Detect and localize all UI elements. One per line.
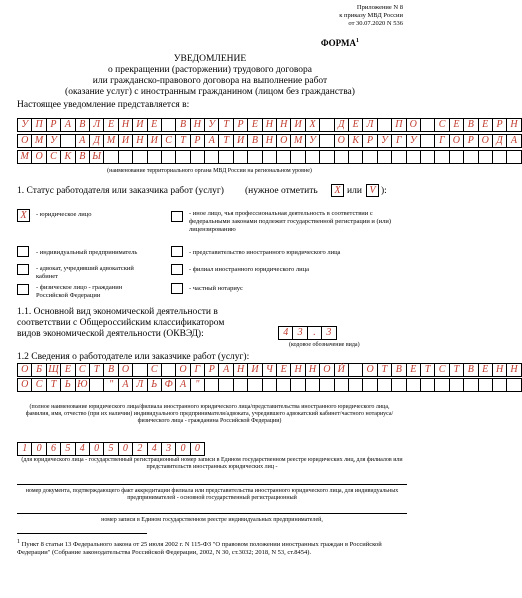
authority-cell[interactable]: В xyxy=(75,118,90,132)
authority-cell[interactable] xyxy=(190,150,205,164)
authority-cell[interactable]: О xyxy=(406,118,421,132)
name-cell[interactable]: " xyxy=(103,378,118,392)
title-line-1: УВЕДОМЛЕНИЕ xyxy=(173,54,247,64)
name-cell[interactable]: Н xyxy=(305,363,320,377)
checkbox-private-person[interactable] xyxy=(17,284,29,295)
checkbox-representative-office[interactable] xyxy=(171,246,183,257)
authority-cell[interactable]: И xyxy=(290,118,305,132)
ogrn-cell[interactable]: 0 xyxy=(31,442,46,456)
ogrn-cell[interactable]: 0 xyxy=(175,442,190,456)
authority-cell[interactable] xyxy=(175,150,190,164)
name-cell[interactable]: А xyxy=(118,378,133,392)
authority-cell[interactable] xyxy=(406,150,421,164)
name-cell[interactable]: Е xyxy=(478,363,493,377)
name-cell[interactable]: Р xyxy=(204,363,219,377)
document-title xyxy=(40,54,380,98)
authority-cell[interactable]: Р xyxy=(190,134,205,148)
okved-cell[interactable]: 4 xyxy=(278,326,293,340)
name-cell[interactable]: Г xyxy=(190,363,205,377)
authority-cell[interactable]: П xyxy=(391,118,406,132)
checkbox-lawyer[interactable] xyxy=(17,264,29,275)
authority-cell[interactable]: Х xyxy=(305,118,320,132)
authority-cell[interactable]: Н xyxy=(190,118,205,132)
footnote xyxy=(17,538,405,557)
title-line-3: или гражданско-правового договора на выполнение работ xyxy=(92,76,328,86)
option-notary-label: - частный нотариус xyxy=(189,285,243,292)
footnote-mark: 1 xyxy=(17,539,20,545)
appendix-line-1: Приложение N 8 xyxy=(356,4,403,11)
name-cell[interactable]: Ф xyxy=(161,378,176,392)
authority-cell[interactable]: Д xyxy=(334,118,349,132)
authority-cell[interactable]: К xyxy=(348,134,363,148)
authority-cell[interactable]: Р xyxy=(463,134,478,148)
name-cell[interactable]: С xyxy=(31,378,46,392)
name-cell[interactable]: Т xyxy=(46,378,61,392)
authority-cell[interactable] xyxy=(276,150,291,164)
name-cell[interactable] xyxy=(506,378,521,392)
authority-cell[interactable]: М xyxy=(17,150,32,164)
ogrn-caption: (для юридического лица - государственный регистрационный номер записи в Едином государственном реестре юридических лиц, для филиалов или представительств иностранных юридических лиц - xyxy=(21,457,403,470)
authority-cell[interactable] xyxy=(478,150,493,164)
option-foreign-branch-label: - филиал иностранного юридического лица xyxy=(189,266,310,273)
authority-cell[interactable] xyxy=(262,150,277,164)
authority-cell[interactable] xyxy=(204,150,219,164)
ogrn-cell[interactable]: 1 xyxy=(17,442,32,456)
authority-cell[interactable] xyxy=(305,150,320,164)
authority-cell[interactable]: Е xyxy=(247,118,262,132)
authority-cell[interactable]: О xyxy=(478,134,493,148)
name-cell[interactable]: Н xyxy=(233,363,248,377)
option-representative-office-label: - представительство иностранного юридического лица xyxy=(189,249,341,256)
authority-cell[interactable]: Н xyxy=(118,118,133,132)
authority-cell[interactable] xyxy=(420,118,435,132)
checkbox-legal-entity[interactable]: X xyxy=(17,209,30,222)
grid-row xyxy=(17,378,521,392)
authority-cell[interactable] xyxy=(334,150,349,164)
authority-cell[interactable] xyxy=(348,150,363,164)
option-other-person-label: - иное лицо, чья профессиональная деятельность в соответствии с федеральными законами подлежит государственной регистрации и (или) лицензированию xyxy=(189,210,392,233)
name-cell[interactable]: О xyxy=(17,363,32,377)
section11-text: 1.1. Основной вид экономической деятельности в соответствии с Общероссийским классификатором видов экономической деятельности (ОКВЭД): xyxy=(17,307,225,339)
name-cell[interactable] xyxy=(276,378,291,392)
name-cell[interactable]: " xyxy=(190,378,205,392)
title-line-4: (оказание услуг) с иностранным гражданином (лицом без гражданства) xyxy=(65,87,355,97)
ogrn-cell[interactable]: 4 xyxy=(147,442,162,456)
appendix-line-2: к приказу МВД России xyxy=(339,12,403,19)
name-cell[interactable] xyxy=(377,378,392,392)
authority-cell[interactable]: И xyxy=(118,134,133,148)
name-cell[interactable]: О xyxy=(319,363,334,377)
name-cell[interactable]: Н xyxy=(290,363,305,377)
name-cell[interactable] xyxy=(492,378,507,392)
authority-cell[interactable]: О xyxy=(31,150,46,164)
authority-cell[interactable] xyxy=(290,150,305,164)
name-cell[interactable]: Т xyxy=(377,363,392,377)
name-cell[interactable]: Н xyxy=(492,363,507,377)
ogrn-cell[interactable]: 3 xyxy=(161,442,176,456)
authority-cell[interactable]: Р xyxy=(362,134,377,148)
authority-cell[interactable] xyxy=(362,150,377,164)
authority-cell[interactable]: У xyxy=(17,118,32,132)
name-cell[interactable]: Ч xyxy=(262,363,277,377)
authority-cell[interactable]: А xyxy=(506,134,521,148)
authority-cell[interactable] xyxy=(103,150,118,164)
authority-cell[interactable]: Т xyxy=(218,134,233,148)
name-cell[interactable]: О xyxy=(175,363,190,377)
name-cell[interactable] xyxy=(348,363,363,377)
mark-note-suffix: ): xyxy=(381,186,387,196)
name-cell[interactable]: Й xyxy=(334,363,349,377)
authority-cell[interactable] xyxy=(60,134,75,148)
name-cell[interactable]: Б xyxy=(31,363,46,377)
checkbox-individual-entrepreneur[interactable] xyxy=(17,246,29,257)
authority-cell[interactable]: М xyxy=(31,134,46,148)
mark-or: или xyxy=(347,186,362,196)
authority-cell[interactable]: Р xyxy=(233,118,248,132)
authority-cell[interactable]: И xyxy=(132,118,147,132)
name-cell[interactable]: Е xyxy=(406,363,421,377)
authority-cell[interactable]: О xyxy=(334,134,349,148)
authority-cell[interactable] xyxy=(319,134,334,148)
name-cell[interactable]: С xyxy=(434,363,449,377)
mark-note: (нужное отметить xyxy=(245,186,318,196)
divider-line xyxy=(17,484,407,485)
authority-cell[interactable]: Г xyxy=(434,134,449,148)
authority-cell[interactable]: В xyxy=(247,134,262,148)
ogrn-cell[interactable]: 2 xyxy=(132,442,147,456)
authority-cell[interactable]: С xyxy=(161,134,176,148)
okved-cell[interactable]: . xyxy=(307,326,322,340)
name-cell[interactable] xyxy=(434,378,449,392)
name-cell[interactable] xyxy=(319,378,334,392)
form-label: ФОРМА$^1$ xyxy=(320,38,359,48)
authority-cell[interactable]: Н xyxy=(262,118,277,132)
ogrn-cell[interactable]: 5 xyxy=(103,442,118,456)
authority-cell[interactable] xyxy=(233,150,248,164)
okved-cell[interactable]: 3 xyxy=(292,326,307,340)
footnote-text: Пункт 8 статьи 13 Федерального закона от 25 июля 2002 г. N 115-ФЗ "О правовом положении иностранных граждан в Российской Федерации" (Собрание законодательства Российской Федерации, 2002, N 30, ст.3032; 2018, N 53, ст.8454). xyxy=(17,541,382,557)
authority-cell[interactable] xyxy=(420,134,435,148)
authority-cell[interactable]: К xyxy=(60,150,75,164)
authority-cell[interactable] xyxy=(434,150,449,164)
ogrn-caption-2: номер документа, подтверждающего факт аккредитации филиала или представительства иностранного юридического лица, для индивидуальных предпринимателей - основной государственный регистрационный xyxy=(25,488,399,501)
authority-cell[interactable]: Ы xyxy=(89,150,104,164)
authority-cell[interactable]: Н xyxy=(132,134,147,148)
name-cell[interactable] xyxy=(262,378,277,392)
name-cell[interactable] xyxy=(362,378,377,392)
checkbox-other-person[interactable] xyxy=(171,211,183,222)
authority-cell[interactable]: Е xyxy=(348,118,363,132)
authority-cell[interactable] xyxy=(132,150,147,164)
ogrn-cell[interactable]: 0 xyxy=(89,442,104,456)
name-cell[interactable]: В xyxy=(103,363,118,377)
name-cell[interactable] xyxy=(290,378,305,392)
authority-cell[interactable]: У xyxy=(46,134,61,148)
name-cell[interactable] xyxy=(449,378,464,392)
authority-cell[interactable] xyxy=(247,150,262,164)
name-cell[interactable] xyxy=(406,378,421,392)
name-cell[interactable]: И xyxy=(247,363,262,377)
authority-cell[interactable]: В xyxy=(75,150,90,164)
section1-title: 1. Статус работодателя или заказчика работ (услуг) xyxy=(17,186,224,196)
authority-cell[interactable]: В xyxy=(175,118,190,132)
name-cell[interactable] xyxy=(132,363,147,377)
authority-cell[interactable]: И xyxy=(147,134,162,148)
ogrn-cell[interactable]: 6 xyxy=(46,442,61,456)
authority-cell[interactable]: М xyxy=(103,134,118,148)
authority-cell[interactable]: А xyxy=(75,134,90,148)
ogrn-cell[interactable]: 0 xyxy=(118,442,133,456)
authority-cell[interactable]: Н xyxy=(506,118,521,132)
authority-cell[interactable] xyxy=(161,118,176,132)
authority-cell[interactable]: Н xyxy=(262,134,277,148)
name-cell[interactable] xyxy=(334,378,349,392)
authority-cell[interactable]: Д xyxy=(89,134,104,148)
authority-cell[interactable]: А xyxy=(204,134,219,148)
authority-cell[interactable]: А xyxy=(60,118,75,132)
authority-cell[interactable]: Г xyxy=(391,134,406,148)
name-cell[interactable]: Е xyxy=(276,363,291,377)
authority-cell[interactable] xyxy=(147,150,162,164)
authority-cell[interactable]: В xyxy=(463,118,478,132)
authority-cell[interactable]: Е xyxy=(449,118,464,132)
authority-cell[interactable]: С xyxy=(46,150,61,164)
name-cell[interactable]: А xyxy=(175,378,190,392)
authority-cell[interactable] xyxy=(118,150,133,164)
name-cell[interactable]: Т xyxy=(449,363,464,377)
authority-cell[interactable]: Л xyxy=(89,118,104,132)
name-cell[interactable] xyxy=(247,378,262,392)
grid-row xyxy=(17,150,521,164)
name-cell[interactable]: О xyxy=(118,363,133,377)
authority-cell[interactable]: У xyxy=(204,118,219,132)
name-cell[interactable] xyxy=(204,378,219,392)
option-individual-entrepreneur-label: - индивидуальный предприниматель xyxy=(36,249,138,256)
authority-cell[interactable]: Т xyxy=(175,134,190,148)
ogrn-caption-3: номер записи в Едином государственном реестре индивидуальных предпринимателей, xyxy=(101,517,323,523)
name-cell[interactable]: Т xyxy=(89,363,104,377)
name-cell[interactable] xyxy=(478,378,493,392)
okved-caption: (кодовое обозначение вида) xyxy=(289,342,360,348)
authority-cell[interactable]: У xyxy=(305,134,320,148)
authority-cell[interactable]: С xyxy=(434,118,449,132)
name-cell[interactable] xyxy=(463,378,478,392)
name-cell[interactable] xyxy=(89,378,104,392)
divider-line xyxy=(17,513,407,514)
authority-cell[interactable] xyxy=(161,150,176,164)
intro-text: Настоящее уведомление представляется в: xyxy=(17,100,190,110)
name-cell[interactable]: Т xyxy=(420,363,435,377)
ogrn-cell[interactable]: 0 xyxy=(190,442,205,456)
grid-row xyxy=(17,442,204,456)
authority-cell[interactable]: У xyxy=(406,134,421,148)
name-cell[interactable]: Ю xyxy=(75,378,90,392)
name-cell[interactable] xyxy=(233,378,248,392)
authority-cell[interactable]: Л xyxy=(362,118,377,132)
authority-cell[interactable]: О xyxy=(449,134,464,148)
checkbox-notary[interactable] xyxy=(171,283,183,294)
authority-cell[interactable] xyxy=(391,150,406,164)
authority-cell[interactable] xyxy=(377,118,392,132)
authority-cell[interactable] xyxy=(319,150,334,164)
name-cell[interactable]: Н xyxy=(506,363,521,377)
authority-cell[interactable]: Р xyxy=(46,118,61,132)
name-cell[interactable]: О xyxy=(17,378,32,392)
employer-name-caption: (полное наименование юридического лица/филиала иностранного юридического лица/представительства иностранного юридического лица, фамилия, имя, отчество (при их наличии) индивидуального предпринимателя/адвоката, учредившего адвокатский кабинет/частного нотариуса/физического лица - гражданина Российской Федерации) xyxy=(25,404,394,424)
name-cell[interactable]: А xyxy=(218,363,233,377)
name-cell[interactable] xyxy=(161,363,176,377)
grid-row xyxy=(17,134,521,148)
grid-row xyxy=(17,118,521,132)
name-cell[interactable]: В xyxy=(391,363,406,377)
section12-title: 1.2 Сведения о работодателе или заказчике работ (услуг): xyxy=(17,352,250,362)
title-line-2: о прекращении (расторжении) трудового договора xyxy=(108,65,312,75)
name-cell[interactable]: Ь xyxy=(147,378,162,392)
mark-example-x: X xyxy=(331,184,344,197)
name-cell[interactable]: Е xyxy=(60,363,75,377)
name-cell[interactable]: С xyxy=(147,363,162,377)
name-cell[interactable] xyxy=(305,378,320,392)
authority-cell[interactable]: О xyxy=(17,134,32,148)
authority-cell[interactable] xyxy=(377,150,392,164)
authority-cell[interactable]: Д xyxy=(492,134,507,148)
name-cell[interactable] xyxy=(420,378,435,392)
authority-cell[interactable]: П xyxy=(31,118,46,132)
authority-cell[interactable]: Н xyxy=(276,118,291,132)
checkbox-foreign-branch[interactable] xyxy=(171,264,183,275)
name-cell[interactable]: Щ xyxy=(46,363,61,377)
authority-cell[interactable] xyxy=(463,150,478,164)
name-cell[interactable]: Ь xyxy=(60,378,75,392)
name-cell[interactable]: Л xyxy=(132,378,147,392)
ogrn-cell[interactable]: 4 xyxy=(75,442,90,456)
authority-caption: (наименование территориального органа МВД России на региональном уровне) xyxy=(107,168,312,174)
ogrn-cell[interactable]: 5 xyxy=(60,442,75,456)
authority-cell[interactable]: О xyxy=(276,134,291,148)
authority-cell[interactable] xyxy=(492,150,507,164)
grid-row xyxy=(17,363,521,377)
authority-cell[interactable] xyxy=(449,150,464,164)
authority-cell[interactable] xyxy=(218,150,233,164)
authority-cell[interactable]: И xyxy=(233,134,248,148)
authority-cell[interactable] xyxy=(319,118,334,132)
authority-cell[interactable] xyxy=(506,150,521,164)
option-legal-entity-label: - юридическое лицо xyxy=(36,211,92,218)
name-cell[interactable]: В xyxy=(463,363,478,377)
name-cell[interactable]: О xyxy=(362,363,377,377)
authority-cell[interactable]: Т xyxy=(218,118,233,132)
name-cell[interactable] xyxy=(218,378,233,392)
appendix-line-3: от 30.07.2020 N 536 xyxy=(348,20,403,27)
name-cell[interactable] xyxy=(348,378,363,392)
authority-cell[interactable]: Е xyxy=(103,118,118,132)
footnote-separator xyxy=(17,533,147,534)
authority-cell[interactable]: У xyxy=(377,134,392,148)
authority-cell[interactable]: М xyxy=(290,134,305,148)
option-private-person-label: - физическое лицо - гражданин Российской Федерации xyxy=(36,284,123,299)
okved-row xyxy=(278,326,336,340)
option-lawyer-label: - адвокат, учредивший адвокатский кабинет xyxy=(36,265,134,280)
authority-cell[interactable] xyxy=(420,150,435,164)
mark-example-v: V xyxy=(366,184,379,197)
authority-cell[interactable]: Р xyxy=(492,118,507,132)
okved-cell[interactable]: 3 xyxy=(321,326,336,340)
authority-cell[interactable]: Е xyxy=(147,118,162,132)
name-cell[interactable]: С xyxy=(75,363,90,377)
authority-cell[interactable]: Е xyxy=(478,118,493,132)
name-cell[interactable] xyxy=(391,378,406,392)
